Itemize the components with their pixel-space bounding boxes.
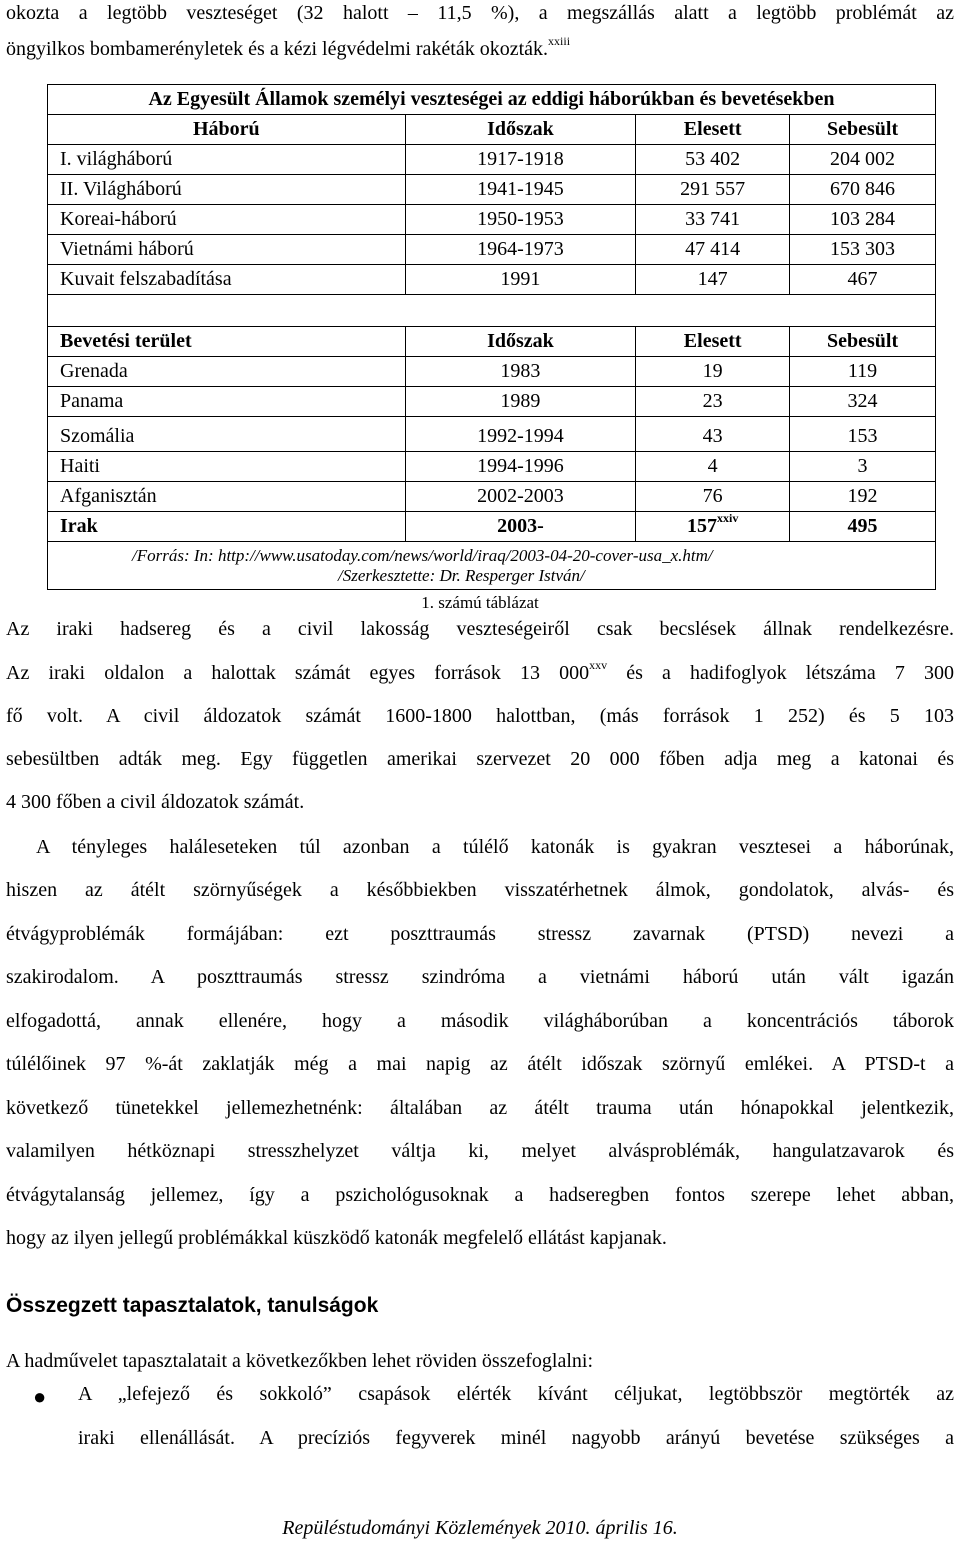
table-cell [636,512,790,542]
para1-line-2 [6,658,954,685]
table-cell: Vietnámi háború [48,235,406,265]
bullet-line-1: A „lefejező és sokkoló” csapások elérték kívánt céljukat, legtöbbször megtörték az [78,1383,954,1405]
table-cell: II. Világháború [48,175,406,205]
para1-line-5: 4 300 főben a civil áldozatok számát. [6,791,305,813]
table-cell: 1950-1953 [405,205,636,235]
table-cell: Grenada [48,357,406,387]
header-cell: Időszak [405,327,636,357]
table-row [48,265,936,295]
section-heading: Összegzett tapasztalatok, tanulságok [6,1294,379,1317]
table-cell: 23 [636,387,790,417]
para2-line: következő tünetekkel jellemezhetnénk: általában az átélt trauma után hónapokkal jelentkezik, [6,1097,954,1119]
source-text: /Forrás: In: http://www.usatoday.com/news/world/iraq/2003-04-20-cover-usa_x.htm/ [132,546,713,565]
table-cell: 3 [790,452,936,482]
table-row [48,357,936,387]
header-cell: Sebesült [790,327,936,357]
table-cell: 47 414 [636,235,790,265]
intro-line-2-text: öngyilkos bombamerényletek és a kézi légvédelmi rakéták okozták. [6,38,549,60]
table-row [48,387,936,417]
para2-line: szakirodalom. A poszttraumás stressz szindróma a vietnámi háború után vált igazán [6,966,954,988]
para2-line: étvágytalanság jellemez, így a pszichológusoknak a hadseregben fontos szerepe lehet abban, [6,1184,954,1206]
killed-value: 157 [687,515,717,537]
table-cell: 467 [790,265,936,295]
table-cell: Irak [48,512,406,542]
table-cell: Panama [48,387,406,417]
table-cell: 1917-1918 [405,145,636,175]
table-cell: 1991 [405,265,636,295]
table-row [48,452,936,482]
casualty-table [47,84,936,590]
header-cell: Elesett [636,327,790,357]
para1-line-1: Az iraki hadsereg és a civil lakosság veszteségeiről csak becslések állnak rendelkezésre. [6,618,954,640]
table-source-row [48,542,936,590]
footnote-ref: xxiv [717,511,739,525]
para2-line: A tényleges haláleseteken túl azonban a túlélő katonák is gyakran vesztesei a háborúnak, [36,836,954,858]
footnote-ref: xxv [589,658,608,672]
table-cell: 53 402 [636,145,790,175]
table-cell: 291 557 [636,175,790,205]
table-cell: 1941-1945 [405,175,636,205]
bullet-icon: ● [33,1384,47,1409]
table-cell: 153 303 [790,235,936,265]
table-row [48,417,936,452]
header-cell: Elesett [636,115,790,145]
table-cell: 1994-1996 [405,452,636,482]
table-source [48,542,936,590]
footnote-ref: xxiii [548,34,571,48]
editor-text: /Szerkesztette: Dr. Resperger István/ [338,566,585,585]
para2-line: túlélőinek 97 %-át zaklatják még a mai napig az átélt időszak szörnyű emlékei. A PTSD-t a [6,1053,954,1075]
table-cell: 4 [636,452,790,482]
table-cell: 670 846 [790,175,936,205]
table-cell: 103 284 [790,205,936,235]
table-cell: Haiti [48,452,406,482]
table-header-row [48,327,936,357]
table-spacer [48,295,936,327]
table-cell: Szomália [48,417,406,452]
bullet-line-2: iraki ellenállását. A precíziós fegyverek minél nagyobb arányú bevetése szükséges a [78,1427,954,1449]
table-title-row [48,85,936,115]
para2-line: elfogadottá, annak ellenére, hogy a második világháborúban a koncentrációs táborok [6,1010,954,1032]
header-cell: Háború [48,115,406,145]
page-footer: Repüléstudományi Közlemények 2010. április 16. [282,1517,678,1539]
table-cell: Koreai-háború [48,205,406,235]
table-cell: I. világháború [48,145,406,175]
table-cell: 19 [636,357,790,387]
para1-line-3: fő volt. A civil áldozatok számát 1600-1800 halottban, (más források 1 252) és 5 103 [6,705,954,727]
table-spacer-row [48,295,936,327]
summary-intro: A hadművelet tapasztalatait a következőkben lehet röviden összefoglalni: [6,1350,594,1372]
table-caption: 1. számú táblázat [421,593,539,612]
table-cell: 1989 [405,387,636,417]
table-cell: 1983 [405,357,636,387]
intro-line-1: okozta a legtöbb veszteséget (32 halott – 11,5 %), a megszállás alatt a legtöbb problémát az [6,2,954,24]
table-row [48,235,936,265]
header-cell: Időszak [405,115,636,145]
table-cell: 192 [790,482,936,512]
table-row [48,512,936,542]
table-cell: 1964-1973 [405,235,636,265]
table-cell: Kuvait felszabadítása [48,265,406,295]
table-cell: 119 [790,357,936,387]
para1-line-2-b: és a hadifoglyok létszáma 7 300 [607,662,954,684]
table-cell: 153 [790,417,936,452]
table-cell: 2002-2003 [405,482,636,512]
table-row [48,482,936,512]
table-cell: 495 [790,512,936,542]
para2-line: hiszen az átélt szörnyűségek a későbbiekben visszatérhetnek álmok, gondolatok, alvás- és [6,879,954,901]
para1-line-4: sebesültben adták meg. Egy független amerikai szervezet 20 000 főben adja meg a katonai és [6,748,954,770]
table-title: Az Egyesült Államok személyi veszteségei az eddigi háborúkban és bevetésekben [48,85,936,115]
table-cell: 33 741 [636,205,790,235]
table-row [48,175,936,205]
table-row [48,205,936,235]
header-cell: Bevetési terület [48,327,406,357]
table-cell: 1992-1994 [405,417,636,452]
table-cell: 76 [636,482,790,512]
table-cell: 147 [636,265,790,295]
table-cell: 43 [636,417,790,452]
header-cell: Sebesült [790,115,936,145]
table-row [48,145,936,175]
para1-line-2-a: Az iraki oldalon a halottak számát egyes források 13 000 [6,662,590,684]
para2-line: valamilyen hétköznapi stresszhelyzet váltja ki, melyet alvásproblémák, hangulatzavarok és [6,1140,954,1162]
table-cell: 2003- [405,512,636,542]
table-header-row [48,115,936,145]
table-cell: 324 [790,387,936,417]
para2-line: hogy az ilyen jellegű problémákkal küszködő katonák megfelelő ellátást kapjanak. [6,1227,667,1249]
intro-line-2 [6,34,571,61]
table-cell: 204 002 [790,145,936,175]
para2-line: étvágyproblémák formájában: ezt poszttraumás stressz zavarnak (PTSD) nevezi a [6,923,954,945]
table-cell: Afganisztán [48,482,406,512]
